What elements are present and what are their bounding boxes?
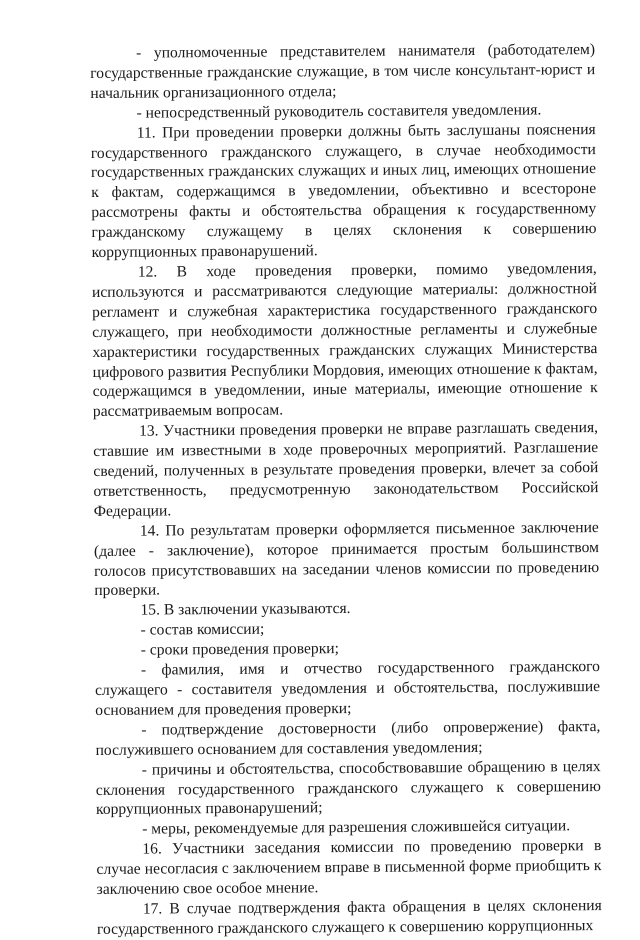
paragraph-item-14: 14. По результатам проверки оформляется письменное заключение (далее - заключение), которое принимается простым большинством голосов присутствовавших на заседании членов комиссии по проведению проверки.	[93, 518, 600, 600]
paragraph-item-15: 15. В заключении указываются.	[140, 600, 351, 619]
paragraph-item-17: 17. В случае подтверждения факта обращения в целях склонения государственного гражданского служащего к совершению коррупционных	[96, 896, 602, 938]
list-item-commission: - состав комиссии;	[140, 620, 265, 639]
paragraph-direct-supervisor: - непосредственный руководитель составителя уведомления.	[136, 101, 542, 122]
paragraph-item-12: 12. В ходе проведения проверки, помимо уведомления, используются и рассматриваются следующие материалы: должностной регламент и служебная характеристика государственного гражданского служащего, при необходимости должностные регламенты и служебные характеристики государственных гражданских служащих Министерства цифрового развития Республики Мордовия, имеющих отношение к фактам, содержащимся в уведомлении, иные материалы, имеющие отношение к рассматриваемым вопросам.	[91, 259, 598, 421]
paragraph-item-13: 13. Участники проведения проверки не вправе разглашать сведения, ставшие им известными в ходе проверочных мероприятий. Разглашение сведений, полученных в результате проведения проверки, влечет за собой ответственность, предусмотренную законодательством Российской Федерации.	[93, 419, 599, 520]
list-item-reasons: - причины и обстоятельства, способствовавшие обращению в целях склонения государственного гражданского служащего к совершению коррупционных правонарушений;	[95, 757, 601, 819]
paragraph-authorized-representatives: - уполномоченные представителем нанимателя (работодателем) государственные гражданские служащие, в том числе консультант-юрист и начальник организационного отдела;	[90, 41, 596, 102]
list-item-confirmation: - подтверждение достоверности (либо опровержение) факта, послужившего основанием для составления уведомления;	[95, 717, 601, 759]
list-item-full-name: - фамилия, имя и отчество государственного гражданского служащего - составителя уведомления и обстоятельства, послужившие основанием для проведения проверки;	[95, 658, 601, 719]
list-item-measures: - меры, рекомендуемые для разрешения сложившейся ситуации.	[142, 817, 571, 838]
paragraph-item-16: 16. Участники заседания комиссии по проведению проверки в случае несогласия с заключением вправе в письменной форме приобщить к заключению свое особое мнение.	[96, 837, 602, 899]
document-body	[90, 40, 602, 940]
list-item-terms: - сроки проведения проверки;	[140, 640, 339, 659]
paragraph-item-11: 11. При проведении проверки должны быть заслушаны пояснения государственного гражданского служащего, в случае необходимости государственных гражданских служащих и иных лиц, имеющих отношение к фактам, содержащимся в уведомлении, объективно и всестороне рассмотрены факты и обстоятельства обращения к государственному гражданскому служащему в целях склонения к совершению коррупционных правонарушений.	[90, 120, 597, 262]
